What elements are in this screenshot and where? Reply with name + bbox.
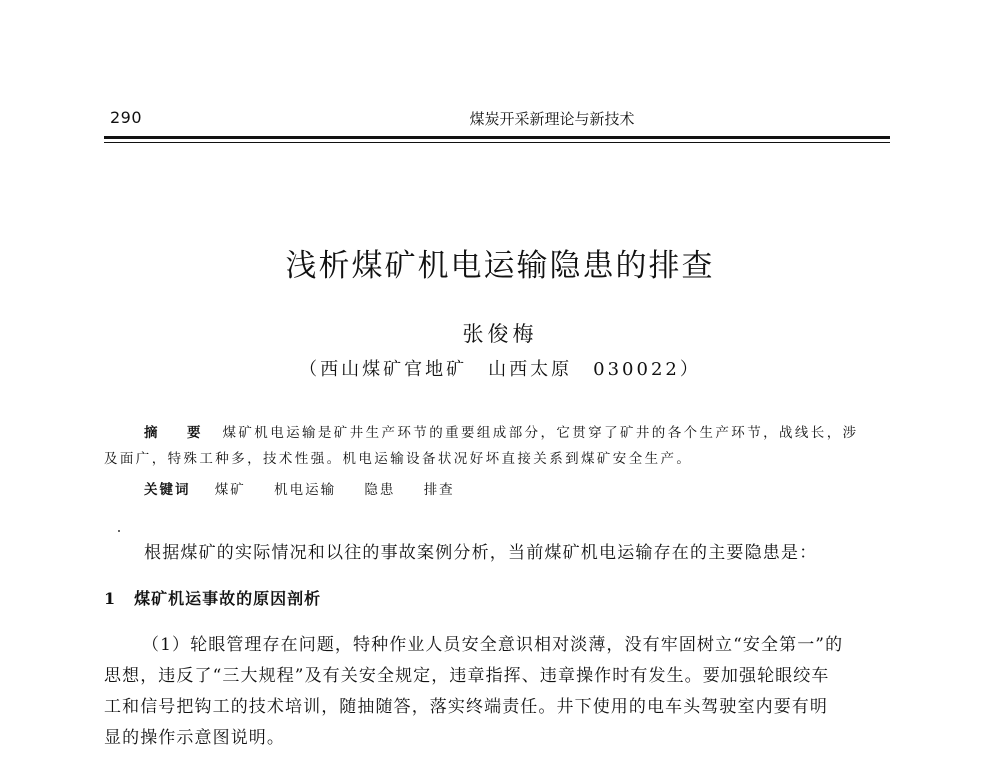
abstract-block (104, 420, 894, 472)
abstract-line-2: 及面广，特殊工种多，技术性强。机电运输设备状况好坏直接关系到煤矿安全生产。 (104, 451, 693, 467)
page-number: 290 (110, 108, 143, 127)
abstract-text-1: 煤矿机电运输是矿井生产环节的重要组成部分，它贯穿了矿井的各个生产环节，战线长，涉 (222, 425, 859, 441)
body-paragraph (104, 630, 894, 754)
abstract-label: 摘 要 (144, 425, 209, 441)
header-rule-thin (104, 142, 890, 143)
running-header (104, 108, 890, 136)
keywords-block (144, 478, 477, 498)
section-title: 煤矿机运事故的原因剖析 (134, 589, 322, 608)
paragraph-line: （1）轮眼管理存在问题，特种作业人员安全意识相对淡薄，没有牢固树立“安全第一”的 (142, 635, 844, 655)
author-affiliation: （西山煤矿官地矿 山西太原 030022） (299, 359, 701, 380)
paragraph-line: 工和信号把钩工的技术培训，随抽随答，落实终端责任。井下使用的电车头驾驶室内要有明 (104, 697, 828, 717)
header-rule-thick (104, 136, 890, 139)
paragraph-line: 思想，违反了“三大规程”及有关安全规定，违章指挥、违章操作时有发生。要加强轮眼绞车 (104, 666, 830, 686)
article-title: 浅析煤矿机电运输隐患的排查 (285, 248, 715, 284)
keyword: 机电运输 (274, 482, 337, 498)
scan-speck (118, 530, 120, 532)
keyword: 排查 (423, 482, 455, 498)
section-number: 1 (104, 589, 117, 608)
intro-sentence: 根据煤矿的实际情况和以往的事故案例分析，当前煤矿机电运输存在的主要隐患是： (144, 543, 818, 563)
section-heading (104, 586, 321, 609)
paragraph-line: 显的操作示意图说明。 (104, 728, 285, 748)
author-name: 张俊梅 (462, 322, 538, 346)
keyword: 煤矿 (214, 482, 246, 498)
keyword: 隐患 (364, 482, 396, 498)
journal-running-title: 煤炭开采新理论与新技术 (469, 110, 635, 128)
keywords-label: 关键词 (144, 482, 191, 498)
abstract-line-1 (104, 420, 894, 446)
